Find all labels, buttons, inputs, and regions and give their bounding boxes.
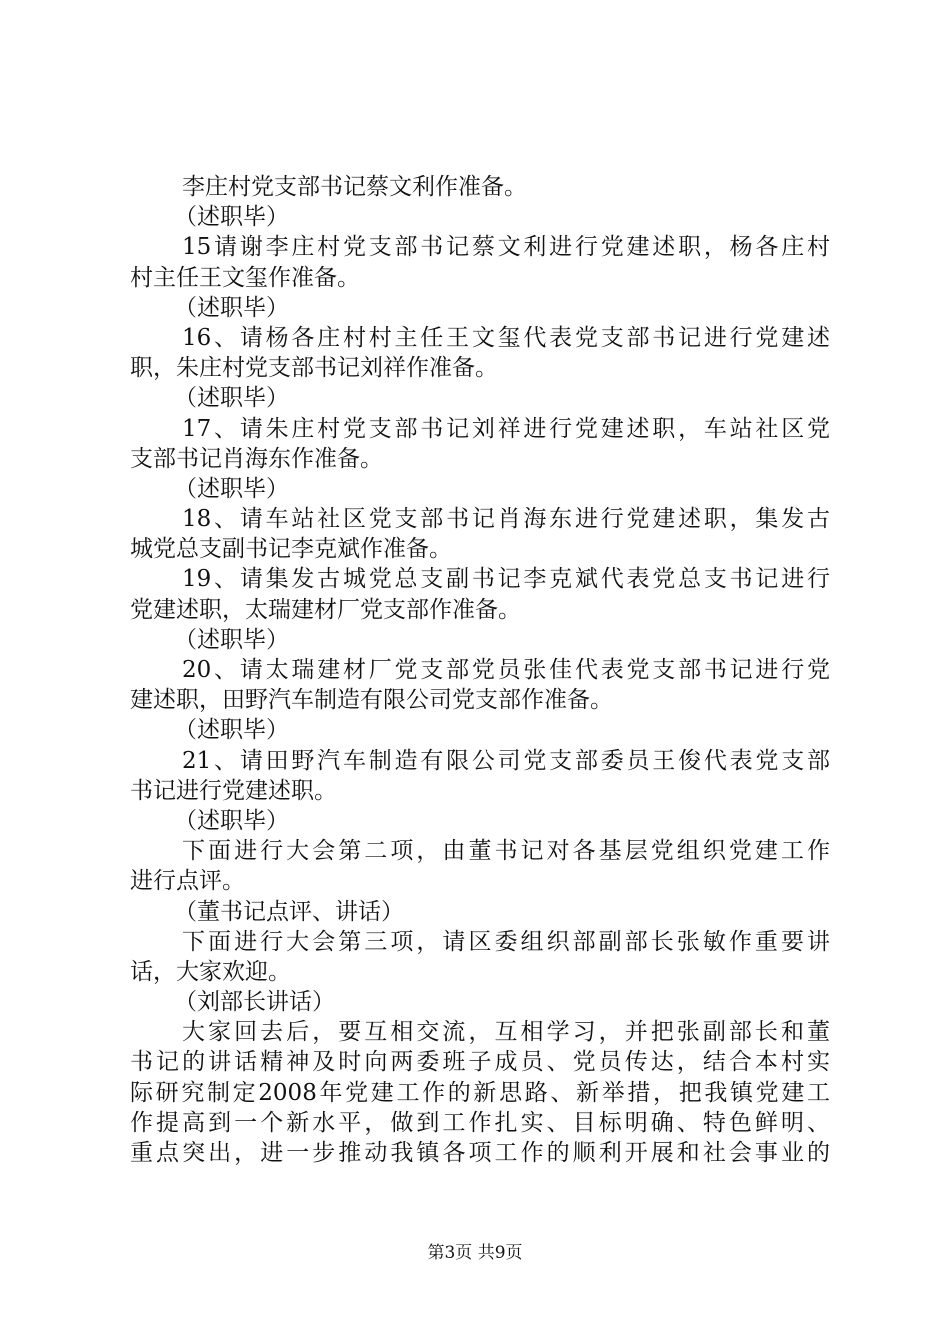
text-line: 下面进行大会第二项，由董书记对各基层党组织党建工作 [182, 838, 830, 865]
document-body [130, 172, 830, 1168]
text-line: （董书记点评、讲话） [174, 898, 404, 925]
text-line: 城党总支副书记李克斌作准备。 [130, 536, 452, 563]
text-line: 支部书记肖海东作准备。 [130, 445, 383, 472]
text-line: 16、请杨各庄村村主任王文玺代表党支部书记进行党建述 [182, 324, 830, 351]
text-line: 15请谢李庄村党支部书记蔡文利进行党建述职，杨各庄村 [182, 234, 830, 261]
text-line: （述职毕） [174, 626, 289, 653]
text-line: 作提高到一个新水平，做到工作扎实、目标明确、特色鲜明、 [130, 1109, 830, 1136]
text-line: 书记的讲话精神及时向两委班子成员、党员传达，结合本村实 [130, 1049, 830, 1076]
text-line: 进行点评。 [130, 868, 245, 895]
text-line: 下面进行大会第三项，请区委组织部副部长张敏作重要讲 [182, 928, 830, 955]
text-line: 大家回去后，要互相交流，互相学习，并把张副部长和董 [182, 1019, 830, 1046]
text-line: 党建述职，太瑞建材厂党支部作准备。 [130, 596, 521, 623]
text-line: （述职毕） [174, 717, 289, 744]
text-line: （述职毕） [174, 807, 289, 834]
text-line: 20、请太瑞建材厂党支部党员张佳代表党支部书记进行党 [182, 657, 830, 683]
text-line: （述职毕） [174, 294, 289, 321]
text-line: 19、请集发古城党总支副书记李克斌代表党总支书记进行 [182, 566, 830, 593]
text-line: （述职毕） [174, 204, 289, 231]
text-line: 李庄村党支部书记蔡文利作准备。 [182, 174, 527, 200]
text-line: 书记进行党建述职。 [130, 777, 337, 804]
text-line: 18、请车站社区党支部书记肖海东进行党建述职，集发古 [182, 506, 830, 533]
text-line: 职，朱庄村党支部书记刘祥作准备。 [130, 355, 498, 382]
text-line: 重点突出，进一步推动我镇各项工作的顺利开展和社会事业的 [130, 1140, 830, 1166]
text-line: （述职毕） [174, 385, 289, 412]
text-line: 村主任王文玺作准备。 [130, 264, 360, 291]
text-line: （述职毕） [174, 475, 289, 502]
text-line: 21、请田野汽车制造有限公司党支部委员王俊代表党支部 [182, 747, 830, 774]
text-line: 际研究制定2008年党建工作的新思路、新举措，把我镇党建工 [130, 1079, 830, 1106]
page-number-footer: 第3页 共9页 [427, 1243, 523, 1263]
text-line: 建述职，田野汽车制造有限公司党支部作准备。 [130, 687, 613, 714]
text-line: （刘部长讲话） [174, 989, 335, 1016]
text-line: 17、请朱庄村党支部书记刘祥进行党建述职，车站社区党 [182, 415, 830, 442]
text-line: 话，大家欢迎。 [130, 958, 291, 985]
